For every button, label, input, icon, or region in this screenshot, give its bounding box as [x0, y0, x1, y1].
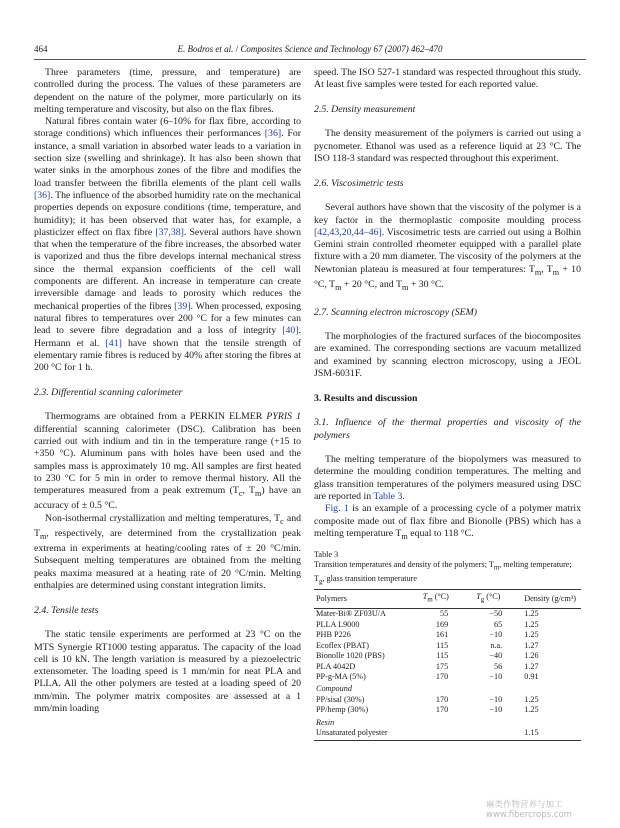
paragraph: The morphologies of the fractured surfaces of the biocomposites are examined. The corresponding sections are vacuum metallized and examined by scanning electron microscopy, using a JEOL JSM-6031F. — [314, 331, 581, 380]
cell-tm: 175 — [435, 661, 449, 671]
cell-density: 1.15 — [522, 728, 581, 741]
cell-tm: 169 — [435, 619, 449, 629]
cell-polymer: Ecoflex (PBAT) — [316, 640, 369, 650]
cell-tg: n.a. — [490, 640, 503, 650]
col-header-tg: $T_g$ (°C) — [474, 590, 522, 609]
paragraph: Fig. 1 is an example of a processing cycle of a polymer matrix composite made out of flax fibre and Bionolle (PBS) which has a melting temperature $T_m$ equal to 118 °C. — [314, 503, 581, 541]
cell-polymer: Mater-Bi® ZF03U/A — [316, 609, 386, 619]
cell-density: 1.25 — [524, 619, 539, 629]
cell-polymer: PLLA L9000 — [316, 619, 360, 629]
paragraph: The static tensile experiments are performed at 23 °C on the MTS Synergie RT1000 testing apparatus. The capacity of the load cell is 10 kN. The length variation is measured by a piezoelectric extensometer. The loading speed is 1 mm/min for neat PLA and PLLA. All the other polymers are tested at a loading speed of 20 mm/min. The polymer matrix composites are assessed at a 1 mm/min loading — [34, 629, 301, 714]
table-row — [314, 630, 581, 640]
cell-tm: 170 — [435, 671, 449, 681]
header-rule — [34, 59, 586, 60]
cell-polymer: PLA 4042D — [316, 661, 356, 671]
citation-link[interactable]: [37,38] — [155, 226, 184, 238]
table-row — [314, 620, 581, 630]
section-heading: 2.4. Tensile tests — [34, 604, 99, 616]
cell-density: 1.27 — [524, 661, 539, 671]
paragraph: Three parameters (time, pressure, and temperature) are controlled during the process. The values of these parameters are dependent on the nature of the polymer, more particularly on its melting temperature and viscosity, but also on the flax fibres. — [34, 67, 301, 115]
cell-density: 1.25 — [524, 694, 539, 704]
section-heading: 2.5. Density measurement — [314, 103, 416, 115]
paragraph: Several authors have shown that the viscosity of the polymer is a key factor in the thermoplastic composite moulding process [42,43,20,44–46]. Viscosimetric tests are carried out using a Bolhin Gemini strain controlled rheometer equipped with a parallel plate fixture with a 20 mm diameter. The viscosity of the polymers at the Newtonian plateau is measured at four temperatures: $T_m$, $T_m + 10$ °C, $T_m + 20$ °C, and $T_m + 30$ °C. — [314, 202, 581, 292]
cell-tg: −50 — [489, 609, 503, 619]
table-label: Table 3 — [314, 550, 339, 560]
cell-tm: 115 — [436, 651, 449, 661]
citation-link[interactable]: [42,43,20,44–46] — [314, 226, 382, 238]
cell-tg: −10 — [489, 694, 503, 704]
table-row — [314, 651, 581, 661]
table-link[interactable]: Table 3 — [373, 491, 403, 502]
left-column — [34, 67, 301, 715]
running-head-authors: E. Bodros et al. — [177, 44, 234, 54]
table-row — [314, 728, 581, 741]
paragraph: The density measurement of the polymers is carried out using a pycnometer. Ethanol was used as a reference liquid at 23 °C. The ISO 118-3 standard was respected throughout this experiment. — [314, 128, 581, 165]
section-heading: 2.3. Differential scanning calorimeter — [34, 386, 183, 398]
cell-tg — [474, 728, 522, 741]
citation-link[interactable]: [36] — [264, 128, 282, 140]
table-row — [314, 641, 581, 651]
citation-link[interactable]: [36] — [34, 189, 51, 201]
cell-tg: −10 — [489, 671, 503, 681]
running-head: E. Bodros et al. / Composites Science and Technology 67 (2007) 462–470 — [177, 44, 443, 54]
col-header-density: Density (g/cm³) — [522, 590, 581, 609]
cell-polymer: Bionolle 1020 (PBS) — [316, 651, 385, 661]
cell-density: 1.25 — [524, 630, 539, 640]
cell-polymer: PP/hemp (30%) — [316, 705, 369, 715]
cell-density: 1.27 — [524, 640, 539, 650]
page-number: 464 — [34, 44, 48, 54]
running-head-journal: Composites Science and Technology 67 (2007) 462–470 — [240, 44, 443, 54]
cell-polymer: PP-g-MA (5%) — [316, 671, 366, 681]
cell-tm: 170 — [435, 694, 449, 704]
cell-tm — [421, 728, 474, 741]
table-group-label: Resin — [316, 717, 335, 727]
section-heading: 2.7. Scanning electron microscopy (SEM) — [314, 306, 478, 318]
paragraph: The melting temperature of the biopolymers was measured to determine the moulding condition temperatures. The melting and glass transition temperatures of the polymers measured using DSC are reported in Table 3. — [314, 454, 581, 502]
table-row — [314, 672, 581, 682]
cell-tg: −10 — [489, 705, 503, 715]
table-group-label: Compound — [316, 684, 352, 694]
right-column — [314, 67, 581, 741]
watermark: 麻类作物营养与加工 www.fibercrops.com — [486, 800, 572, 820]
table-caption: Transition temperatures and density of the polymers; $T_m$, melting temperature; $T_g$, glass transition temperature — [314, 560, 572, 586]
paragraph: Thermograms are obtained from a PERKIN ELMER PYRIS 1 differential scanning calorimeter (DSC). Calibration has been carried out with indium and tin in the temperature range (+15 to +350 °C). Aluminum pans with holes have been used and the samples mass is approximately 10 mg. All samples are first heated to 230 °C for 5 min in order to remove thermal history. All the temperatures measured from a peak extremum ($T_c$, $T_m$) have an accuracy of ± 0.5 °C. — [34, 411, 301, 512]
cell-polymer: PHB P226 — [316, 630, 351, 640]
cell-density: 0.91 — [524, 671, 539, 681]
cell-density: 1.26 — [524, 651, 539, 661]
paragraph: Natural fibres contain water (6–10% for flax fibre, according to storage conditions) which influences their performances [36]. For instance, a small variation in absorbed water leads to a variation in section size (swelling and shrinkage). It has also been shown that water sinks in the amorphous zones of the fibre and modifies the load transfer between the fibrilla elements of the plant cell walls [36]. The influence of the absorbed humidity rate on the mechanical properties depends on exposure conditions (time, temperature, and humidity); it has been observed that water has, for example, a plasticizer effect on flax fibre [37,38]. Several authors have shown that when the temperature of the fibre increases, the absorbed water is vaporized and thus the fibre develops internal mechanical stress since the thermal expansion coefficients of the cell wall components are different. An increase in temperature can create irreversible damage and leads to porosity which reduces the mechanical properties of the fibres [39]. When processed, exposing natural fibres to temperatures over 200 °C for a few minutes can lead to severe fibre degradation and a loss of integrity [40]. Hermann et al. [41] have shown that the tensile strength of elementary ramie fibres is reduced by 40% after storing the fibres at 200 °C for 1 h. — [34, 116, 302, 374]
table-group-row — [314, 682, 581, 694]
citation-link[interactable]: [40] — [282, 325, 299, 337]
section-heading: 3.1. Influence of the thermal properties and viscosity of the polymers — [314, 417, 581, 441]
citation-link[interactable]: [39] — [174, 300, 191, 312]
cell-tg: 56 — [494, 661, 503, 671]
paragraph: speed. The ISO 527-1 standard was respected throughout this study. At least five samples were tested for each reported value. — [314, 67, 581, 91]
cell-polymer: PP/sisal (30%) — [316, 694, 365, 704]
cell-tm: 115 — [436, 640, 449, 650]
col-header-tm: $T_m$ (°C) — [421, 590, 474, 609]
cell-density: 1.25 — [524, 609, 539, 619]
cell-tg: −10 — [489, 630, 503, 640]
cell-tg: 65 — [494, 619, 503, 629]
figure-link[interactable]: Fig. 1 — [325, 503, 349, 515]
table-3 — [314, 589, 581, 741]
table-row — [314, 705, 581, 715]
col-header-polymers: Polymers — [314, 590, 421, 609]
table-row — [314, 609, 581, 620]
cell-polymer: Unsaturated polyester — [314, 728, 421, 741]
table-row — [314, 662, 581, 672]
cell-density: 1.25 — [524, 705, 539, 715]
cell-tm: 55 — [440, 609, 449, 619]
table-row — [314, 695, 581, 705]
cell-tm: 161 — [435, 630, 449, 640]
section-heading: 3. Results and discussion — [314, 392, 418, 404]
cell-tg: −40 — [489, 651, 503, 661]
citation-link[interactable]: [41] — [105, 337, 122, 349]
table-group-row — [314, 716, 581, 728]
cell-tm: 170 — [435, 705, 449, 715]
page-header — [34, 44, 586, 58]
section-heading: 2.6. Viscosimetric tests — [314, 177, 404, 189]
paragraph: Non-isothermal crystallization and melting temperatures, $T_c$ and $T_m$, respectively, are determined from the crystallization peak extrema in experiments at heating/cooling rates of ± 20 °C/min. Subsequent melting temperatures are obtained from the melting peaks maxima measured at a heating rate of 20 °C/min. Melting enthalpies are determined using constant integration limits. — [34, 512, 301, 592]
table-header-row — [314, 590, 581, 609]
